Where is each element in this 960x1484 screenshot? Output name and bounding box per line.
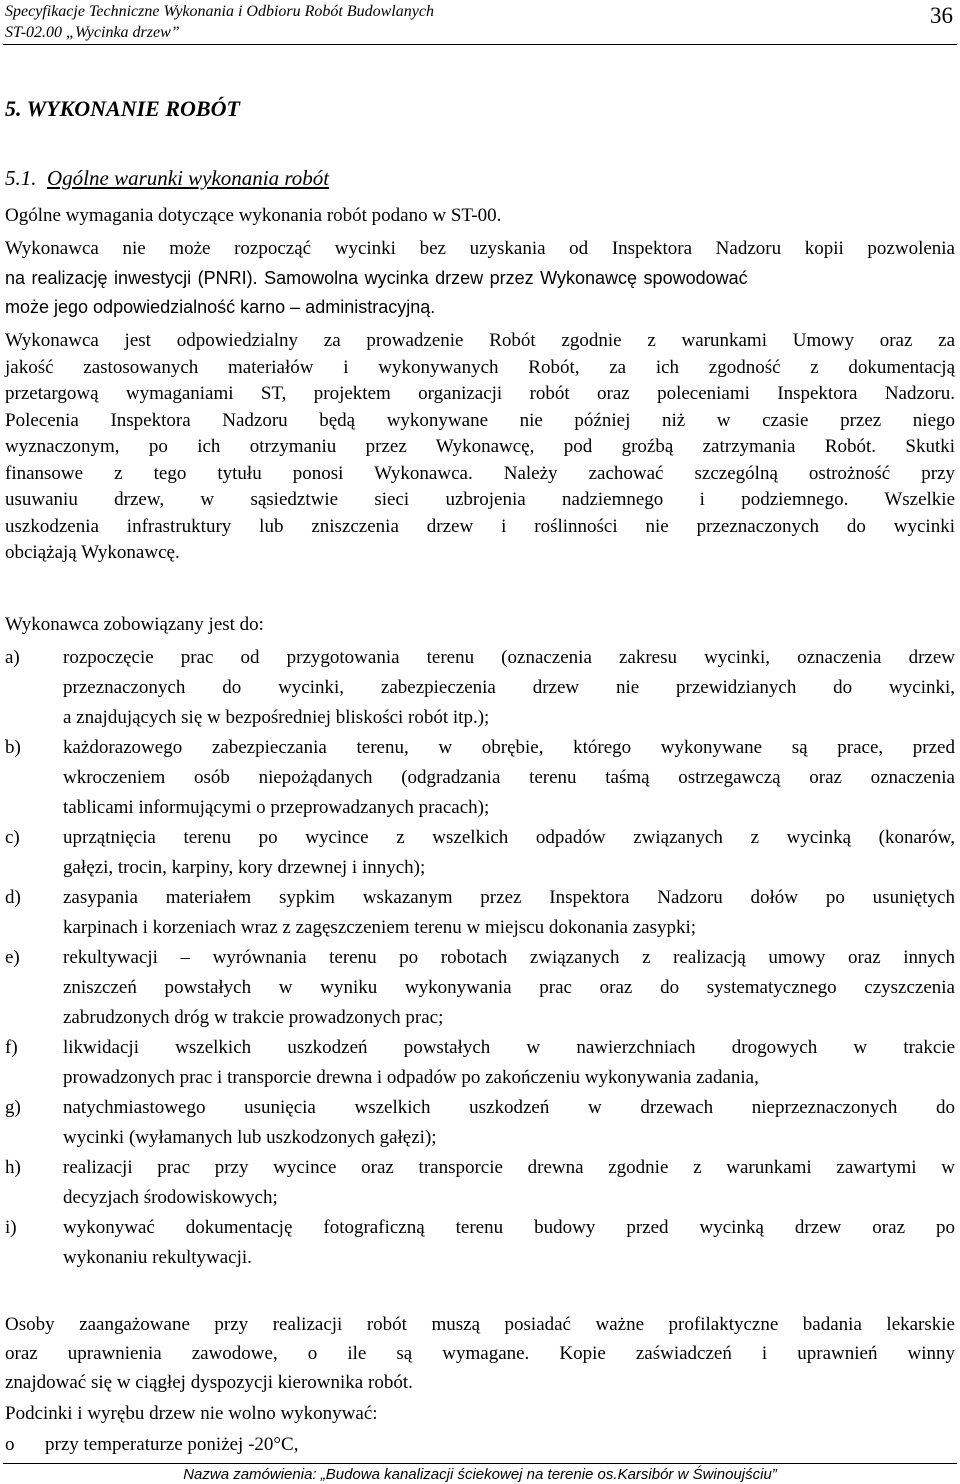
bullet-marker: o [5,1434,15,1455]
subsection-number: 5.1. [5,166,37,190]
paragraph-restrictions: Podcinki i wyrębu drzew nie wolno wykonywać: [5,1403,378,1424]
section-title: 5. WYKONANIE ROBÓT [5,96,240,121]
footer-divider [3,1463,957,1464]
header-spec-title: Specyfikacje Techniczne Wykonania i Odbioru Robót Budowlanych [5,3,434,20]
running-header [5,1,565,43]
paragraph-responsibility: Wykonawca jest odpowiedzialny za prowadzenie Robót zgodnie z warunkami Umowy oraz za jakość zastosowanych materiałów i wykonywanych Robót, za ich zgodność z dokumentacją przetargową wymaganiami ST, projektem organizacji robót oraz poleceniami Inspektora Nadzoru. Polecenia Inspektora Nadzoru będą wykonywane nie później niż w czasie przez niego wyznaczonym, po ich otrzymaniu przez Wykonawcę, pod groźbą zatrzymania Robót. Skutki finansowe z tego tytułu ponosi Wykonawca. Należy zachować szczególną ostrożność przy usuwaniu drzew, w sąsiedztwie sieci uzbrojenia nadziemnego i podziemnego. Wszelkie uszkodzenia infrastruktury lub zniszczenia drzew i roślinności nie przeznaczonych do wycinki obciążają Wykonawcę. [5,330,955,563]
page-footer: Nazwa zamówienia: „Budowa kanalizacji ściekowej na terenie os.Karsibór w Świnoujściu” [183,1466,777,1483]
subsection-title [5,163,329,193]
page-number: 36 [930,3,953,28]
subsection-label: Ogólne warunki wykonania robót [47,166,330,190]
obligations-intro: Wykonawca zobowiązany jest do: [5,614,264,635]
paragraph-permit: Wykonawca nie może rozpocząć wycinki bez uzyskania od Inspektora Nadzoru kopii pozwolenia na realizację inwestycji (PNRI). Samowolna wycinka drzew przez Wykonawcę spowodować może jego odpowiedzialność karno – administracyjną. [5,238,955,317]
header-divider [3,44,957,45]
paragraph-medical: Osoby zaangażowane przy realizacji robót muszą posiadać ważne profilaktyczne badania lekarskie oraz uprawnienia zawodowe, o ile są wymagane. Kopie zaświadczeń i uprawnień winny znajdować się w ciągłej dyspozycji kierownika robót. [5,1314,955,1393]
document-page: Specyfikacje Techniczne Wykonania i Odbioru Robót Budowlanych ST-02.00 „Wycinka drzew” 36 5. WYKONANIE ROBÓT 5.1. Ogólne warunki wykonania robót Ogólne wymagania dotyczące wykonania robót podano w ST-00. Wykonawca nie może rozpocząć wycinki bez uzyskania od Inspektora Nadzoru kopii pozwolenia na realizację inwestycji (PNRI). Samowolna wycinka drzew przez Wykonawcę spowodować może jego odpowiedzialność karno – administracyjną. Wykonawca jest odpowiedzialny za prowadzenie Robót zgodnie z warunkami Umowy oraz za jakość zastosowanych materiałów i wykonywanych Robót, za ich zgodność z dokumentacją przetargową wymaganiami ST, projektem organizacji robót oraz poleceniami Inspektora Nadzoru. Polecenia Inspektora Nadzoru będą wykonywane nie później niż w czasie przez niego wyznaczonym, po ich otrzymaniu przez Wykonawcę, pod groźbą zatrzymania Robót. Skutki finansowe z tego tytułu ponosi Wykonawca. Należy zachować szczególną ostrożność przy usuwaniu drzew, w sąsiedztwie sieci uzbrojenia nadziemnego i podziemnego. Wszelkie uszkodzenia infrastruktury lub zniszczenia drzew i roślinności nie przeznaczonych do wycinki obciążają Wykonawcę. Wykonawca zobowiązany jest do: a) rozpoczęcie prac od przygotowania terenu (oznaczenia zakresu wycinki, oznaczenia drzew przeznaczonych do wycinki, zabezpieczenia drzew nie przewidzianych do wycinki, a znajdujących się w bezpośredniej bliskości robót itp.); b) każdorazowego zabezpieczania terenu, w obrębie, którego wykonywane są prace, przed wkroczeniem osób niepożądanych (odgradzania terenu taśmą ostrzegawczą oraz oznaczenia tablicami informującymi o przeprowadzanych pracach); c) uprzątnięcia terenu po wycince z wszelkich odpadów związanych z wycinką (konarów, gałęzi, trocin, karpiny, kory drzewnej i innych); d) zasypania materiałem sypkim wskazanym przez Inspektora Nadzoru dołów po usuniętych karpinach i korzeniach wraz z zagęszczeniem terenu w miejscu dokonania zasypki; e) rekultywacji – wyrównania terenu po robotach związanych z realizacją umowy oraz innych zniszczeń powstałych w wyniku wykonywania prac oraz do systematycznego czyszczenia zabrudzonych dróg w trakcie prowadzonych prac; f) likwidacji wszelkich uszkodzeń powstałych w nawierzchniach drogowych w trakcie prowadzonych prac i transporcie drewna i odpadów po zakończeniu wykonywania zadania, g) natychmiastowego usunięcia wszelkich uszkodzeń w drzewach nieprzeznaczonych do wycinki (wyłamanych lub uszkodzonych gałęzi); h) realizacji prac przy wycince oraz transporcie drewna zgodnie z warunkami zawartymi w decyzjach środowiskowych; i) wykonywać dokumentację fotograficzną terenu budowy przed wycinką drzew oraz po wykonaniu rekultywacji. Osoby zaangażowane przy realizacji robót muszą posiadać ważne profilaktyczne badania lekarskie oraz uprawnienia zawodowe, o ile są wymagane. Kopie zaświadczeń i uprawnień winny znajdować się w ciągłej dyspozycji kierownika robót. Podcinki i wyrębu drzew nie wolno wykonywać: o przy temperaturze poniżej -20°C, Nazwa zamówienia: „Budowa kanalizacji ściekowej na terenie os.Karsibór w Świnoujściu” [0,0,960,1484]
paragraph-general: Ogólne wymagania dotyczące wykonania robót podano w ST-00. [5,205,502,226]
header-spec-code: ST-02.00 „Wycinka drzew” [5,24,180,41]
